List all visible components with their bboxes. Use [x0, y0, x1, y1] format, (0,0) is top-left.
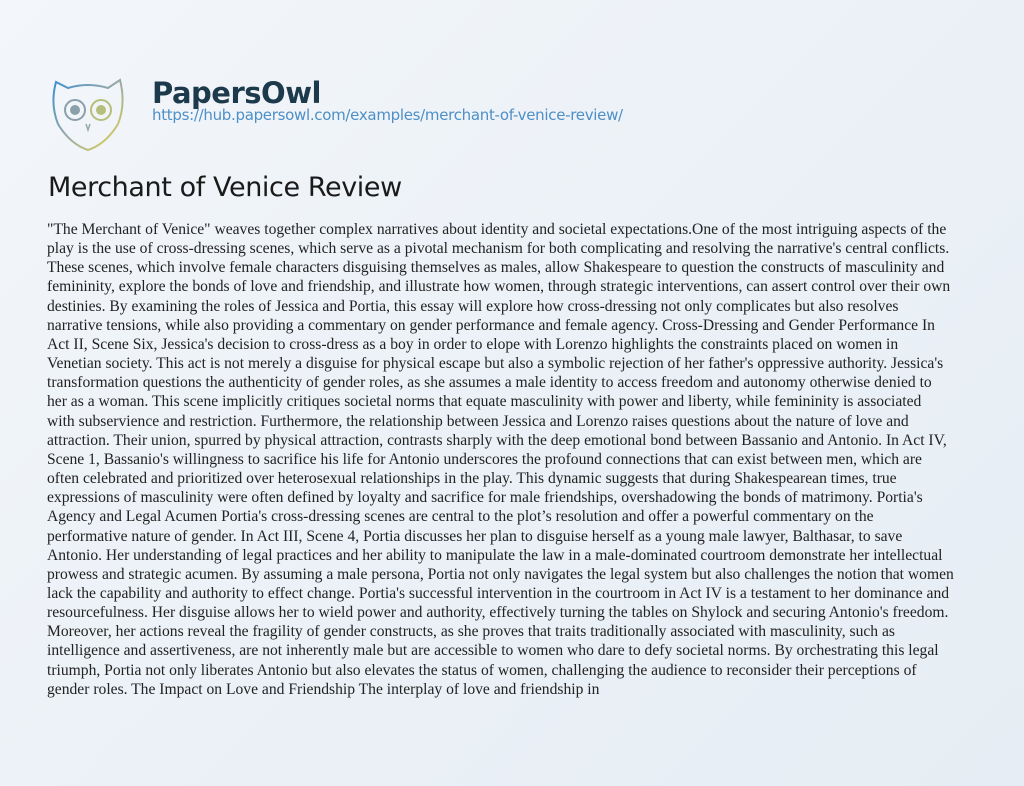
essay-line: Moreover, her actions reveal the fragility of gender constructs, as she proves that traits traditionally associated with masculinity, such as [47, 623, 895, 641]
essay-line: transformation questions the authenticity of gender roles, as she assumes a male identity to access freedom and autonomy otherwise denied to [47, 374, 932, 392]
essay-line: femininity, explore the bonds of love and friendship, and illustrate how women, through strategic interventions, can assert control over their own [47, 278, 951, 296]
essay-line: with subservience and restriction. Furthermore, the relationship between Jessica and Lorenzo raises questions about the nature of love and [47, 412, 909, 430]
owl-logo-icon [48, 74, 128, 154]
essay-line: Antonio. Her understanding of legal practices and her ability to manipulate the law in a male-dominated courtroom demonstrate her intellectual [47, 546, 943, 564]
essay-line: narrative tensions, while also providing a commentary on gender performance and female agency. Cross-Dressing and Gender Performance In [47, 316, 935, 334]
page-title: Merchant of Venice Review [48, 172, 402, 203]
essay-line: triumph, Portia not only liberates Antonio but also elevates the status of women, challenging the audience to reconsider their perceptions of [47, 661, 917, 679]
essay-line: resourcefulness. Her disguise allows her to wield power and authority, effectively turning the tables on Shylock and securing Antonio's freedom. [47, 604, 949, 622]
essay-line: These scenes, which involve female characters disguising themselves as males, allow Shakespeare to question the constructs of masculinity and [47, 259, 945, 277]
essay-line: play is the use of cross-dressing scenes, which serve as a pivotal mechanism for both complicating and resolving the narrative's central conflicts. [47, 240, 950, 258]
essay-line: often celebrated and prioritized over heterosexual relationships in the play. This dynamic suggests that during Shakespearean times, true [47, 470, 897, 488]
essay-line: lack the capability and authority to effect change. Portia's successful intervention in the courtroom in Act IV is a testament to her dominance and [47, 584, 950, 602]
essay-line: expressions of masculinity were often defined by loyalty and sacrifice for male friendships, overshadowing the bonds of matrimony. Portia's [47, 489, 923, 507]
essay-line: her as a woman. This scene implicitly critiques societal norms that equate masculinity with power and liberty, while femininity is associated [47, 393, 922, 411]
essay-body [47, 220, 954, 699]
essay-line: "The Merchant of Venice" weaves together complex narratives about identity and societal expectations.One of the most intriguing aspects of the [47, 221, 947, 238]
essay-line: Scene 1, Bassanio's willingness to sacrifice his life for Antonio underscores the profound connections that can exist between men, which are [47, 450, 922, 468]
brand-name: PapersOwl [152, 76, 321, 110]
essay-line: Act II, Scene Six, Jessica's decision to cross-dress as a boy in order to elope with Lorenzo highlights the constraints placed on women in [47, 335, 899, 353]
essay-line: Venetian society. This act is not merely a disguise for physical escape but also a symbolic rejection of her father's oppressive authority. Jessica's [47, 355, 944, 373]
essay-line: performative nature of gender. In Act III, Scene 4, Portia discusses her plan to disguise herself as a young male lawyer, Balthasar, to save [47, 527, 903, 545]
essay-line: attraction. Their union, spurred by physical attraction, contrasts sharply with the deep emotional bond between Bassanio and Antonio. In Act IV, [47, 431, 947, 449]
page-url-link[interactable]: https://hub.papersowl.com/examples/merchant-of-venice-review/ [152, 106, 623, 124]
essay-line: prowess and strategic acumen. By assuming a male persona, Portia not only navigates the legal system but also challenges the notion that women [47, 565, 954, 583]
essay-line: intelligence and assertiveness, are not inherently male but are accessible to women who dare to defy societal norms. By orchestrating this legal [47, 642, 939, 660]
essay-line: Agency and Legal Acumen Portia's cross-dressing scenes are central to the plot’s resolution and offer a powerful commentary on the [47, 508, 874, 526]
essay-line: gender roles. The Impact on Love and Friendship The interplay of love and friendship in [47, 680, 600, 698]
essay-line: destinies. By examining the roles of Jessica and Portia, this essay will explore how cross-dressing not only complicates but also resolves [47, 297, 899, 315]
